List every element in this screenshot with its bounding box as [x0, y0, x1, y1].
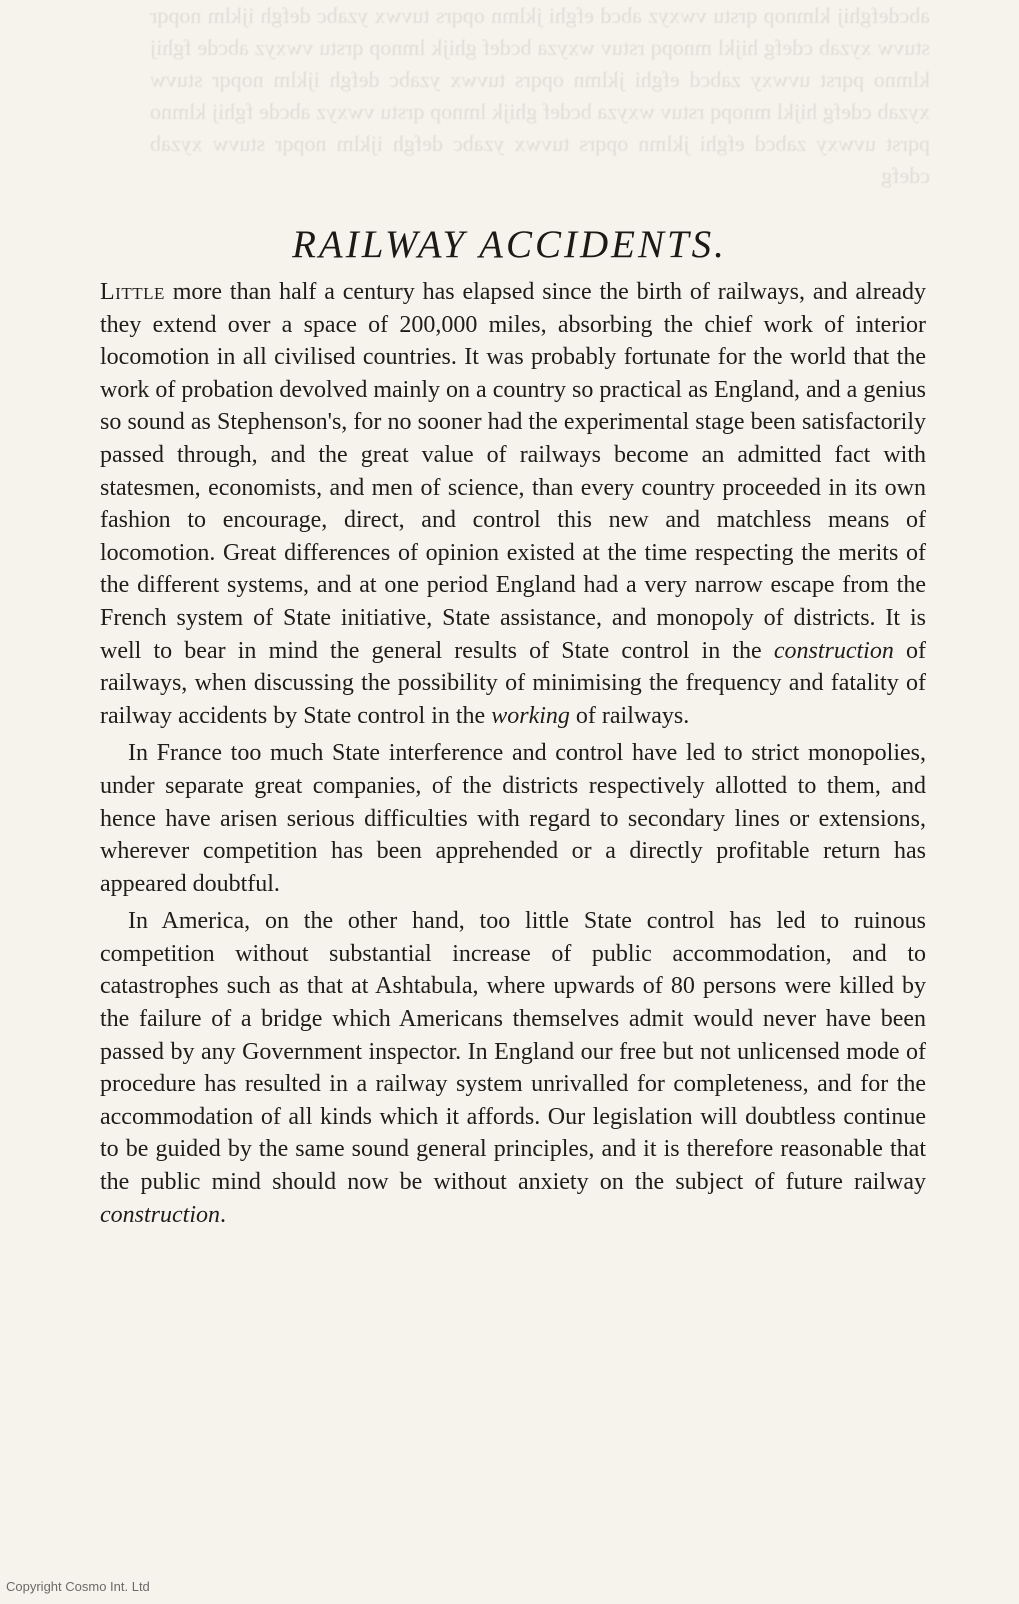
paragraph-1: [100, 276, 926, 732]
paragraph-3-text-a: In America, on the other hand, too little State control has led to ruinous competition without substantial increase of public accommodation, and to catastrophes such as that at Ashtabula, where upwards of 80 persons were killed by the failure of a bridge which Americans themselves admit would never have been passed by any Government inspector. In England our free but not unlicensed mode of procedure has resulted in a railway system unrivalled for completeness, and for the accommodation of all kinds which it affords. Our legislation will doubtless continue to be guided by the same sound general principles, and it is therefore reasonable that the public mind should now be without anxiety on the subject of future railway: [100, 908, 926, 1196]
emphasis-working: working: [491, 702, 570, 729]
article-body: [100, 276, 926, 1236]
paragraph-3: [100, 905, 926, 1231]
paragraph-1-text-b: of railways, when discussing the possibility of minimising the frequency and fatality of railway accidents by State control in the: [100, 637, 926, 729]
paragraph-1-text-a: more than half a century has elapsed since the birth of railways, and already they extend over a space of 200,000 miles, absorbing the chief work of interior locomotion in all civilised countries. It was probably fortunate for the world that the work of probation devolved mainly on a country so practical as England, and a genius so sound as Stephenson's, for no sooner had the experimental stage been satisfactorily passed through, and the great value of railways become an admitted fact with statesmen, economists, and men of science, than every country proceeded in its own fashion to encourage, direct, and control this new and matchless means of locomotion. Great differences of opinion existed at the time respecting the merits of the different systems, and at one period England had a very narrow escape from the French system of State initiative, State assistance, and monopoly of districts. It is well to bear in mind the general results of State control in the: [100, 279, 926, 664]
bleed-through-texture: abcdefghij klmnop qrstu vwxyz abcd efghi jklmn opqrs tuvwx yzabc defgh ijklm nopqr stuvw xyzab cdefg hijkl mnopq rstuv wxyza bcdef ghijk lmnop qrstu vwxyz abcde fghij klmno pqrst uvwxy zabcd efghi jklmn opqrs tuvwx yzabc defgh ijklm nopqr stuvw xyzab cdefg hijkl mnopq rstuv wxyza bcdef ghijk lmnop qrstu vwxyz abcde fghij klmno pqrst uvwxy zabcd efghi jklmn opqrs tuvwx yzabc defgh ijklm nopqr stuvw xyzab cdefg: [150, 3, 930, 188]
paragraph-1-text-c: of railways.: [569, 702, 690, 729]
copyright-footer: Copyright Cosmo Int. Ltd: [6, 1579, 150, 1594]
drop-word: Little: [100, 279, 165, 305]
article-title: RAILWAY ACCIDENTS.: [292, 223, 727, 266]
emphasis-construction: construction: [773, 637, 894, 664]
emphasis-construction-2: construction: [100, 1201, 220, 1228]
paragraph-3-text-b: .: [220, 1201, 226, 1228]
paragraph-2: In France too much State interference and control have led to strict monopolies, under separate great companies, of the districts respectively allotted to them, and hence have arisen serious difficulties with regard to secondary lines or extensions, wherever competition has been apprehended or a directly profitable return has appeared doubtful.: [100, 740, 926, 897]
